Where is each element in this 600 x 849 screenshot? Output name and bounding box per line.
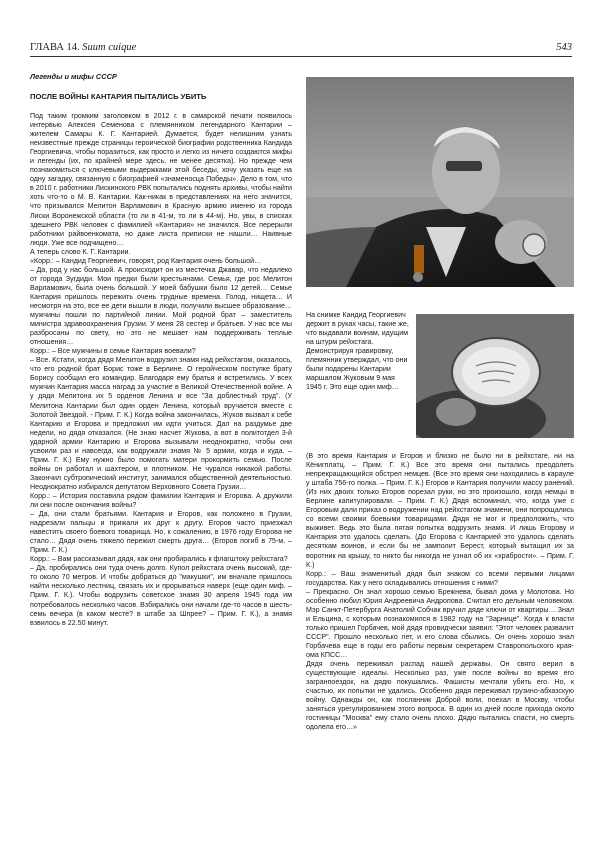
paragraph: – Прекрасно. Он знал хорошо семью Брежнева, бывал дома у Молотова. Но особенно любил Юрия Андреевича Андропова. Считал его дельным человеком. Мэр Санкт-Петербурга Анатолий Собчак вручил дяде ключи от квартиры… Знал и Ельцина, с которым познакомился в 1982 году на "Зарнице". Когда к власти только пришел Горбачев, мой дядя провидчески заявил: "Этот человек развалит СССР". Прошло несколько лет, и его слова сбылись. Он очень хорошо знал Горбачева еще в годы его работы первым секретарем Ставропольского края-ома КПСС… <box>306 587 574 660</box>
paragraph: А теперь слово К. Г. Кантарии. <box>30 247 131 256</box>
photo-caption: На снимке Кандид Георгиевич держит в руках часы, такие же, что выдавали воинам, идущим на штурм рейхстага. Демонстрируя гравировку, племянник утверждал, что они были подарены Кантарии маршалом Жуковым 9 мая 1945 г. Это еще один миф… <box>306 311 409 392</box>
chapter-label: ГЛАВА 14. <box>30 42 80 53</box>
chapter-title: Suum cuique <box>82 42 137 53</box>
paragraph: – Да, пробирались они туда очень долго. Купол рейхстага очень высокий, где-то около 70 метров. И чтобы добраться до "макушки", им вначале пришлось найти несколько лестниц, связать их и прорываться наверх (еще один миф. – Прим. Г. К.). Чтобы водрузить советское знамя 30 апреля 1945 года им потребовалось несколько часов. Взбирались они начали где-то часов в шесть-семь вечера (в каком месте? в штабе за Шпрее? – Прим. Г. К.), а знамя взвилось в 22.50 минут. <box>30 564 292 627</box>
watch-photo <box>416 314 574 438</box>
paragraph: Дядя очень переживал распад нашей державы. Он свято верил в существующие идеалы. Несколько раз, уже после войны во время его загранпоездок, на дядю покушались. Фашисты мечтали убить его. Но, к счастью, их попытки не удались. Особенно дядя переживал грузино-абхазскую войну. Однажды он, как посланник Доброй воли, поехал в Москву, чтобы заняться урегулированием этого вопроса. В один из дней после прихода около гостиницы "Москва" ему стало очень плохо. Дядю пытались спасти, но смерть одолела его…» <box>306 660 574 732</box>
photo-man-with-watch <box>306 77 574 287</box>
paragraph: – Да, род у нас большой. А происходит он из местечка Джавар, что недалеко от города Зугдиди. Мои предки были крестьянами. Семья, где рос Мелитон Варламович, была очень большой. У моей бабушки было 12 детей… Семье Кантария пришлось пережить очень трудные времена. Голод, нищета… И несмотря на это, все ее дети вышли в люди, получили высшее образование… мужчины пошли по партийной линии. Мой родной брат – заместитель министра здравоохранения Грузии. У меня 28 сестер и братьев. У нас все мы разбросаны по свету, но это не мешает нам поддерживать теплые отношения… <box>30 265 292 347</box>
paragraph: (В это время Кантария и Егоров и близко не было ни в рейхстаге, ни на Кёнигплатц. – Прим. Г. К.) Все это время они пытались преодолеть непрекращающийся обстрел немцев. (Все это время они находились в караулe у штаба 756-го полка. – Прим. Г. К.) Егоров и Кантария получили массу ранений. (Из них двоих только Егоров порезал руки, но это произошло, когда немцы в Берлине капитулировали. – Прим. Г. К.) Дядя вспоминал, что, когда уже с Егоровым дали приказ о водружении над рейхстагом знамени, они попрощались со всеми своими боевыми товарищами. Дядя не мог и предположить, что выживет. Ведь это была пятая попытка водрузить знамя. И лишь Егорову и Кантария это удалось сделать. (До Егорова с Кантарией это удалось сделать десяткам воинов, и если бы не замполит Берест, который вытащил их за воротник на крышу, то никто бы никогда не узнал об их «храбрости». – Прим. Г. К.) <box>306 452 574 569</box>
paragraph: Корр.: – История поставила рядом фамилии Кантария и Егорова. А дружили ли они после окончания войны? <box>30 491 292 510</box>
paragraph: Корр.: – Ваш знаменитый дядя был знаком со всеми первыми лицами государства. Как у него складывались отношения с ними? <box>306 569 574 587</box>
paragraph: «Корр.: – Кандид Георгиевич, говорят, род Кантария очень большой… <box>30 256 262 265</box>
paragraph: Корр.: – Все мужчины в семье Кантария воевали? <box>30 347 196 356</box>
article-headline: ПОСЛЕ ВОЙНЫ КАНТАРИЯ ПЫТАЛИСЬ УБИТЬ <box>30 92 207 101</box>
paragraph: – Да, они стали братьями. Кантария и Егоров, как положено в Грузии, надрезали пальцы и прижали их друг к другу. Егоров часто приезжал навестить своего боевого товарища. Но, к сожалению, в 1976 году Егорова не стало… Дядя очень тяжело пережил смерть друга… (Егоров погиб в 75-м. – Прим. Г. К.) <box>30 510 292 555</box>
page-header <box>30 42 572 57</box>
photo-watch-closeup <box>416 314 574 438</box>
right-column <box>306 452 574 832</box>
paragraph: – Все. Кстати, когда дядя Мелитон водрузил знамя над рейхстагом, оказалось, что его родной брат Борис тоже в Берлине. О геройческом поступке брату Борису сообщил его командир. Благодаря ему братья и встретились. У всех мужчин Кантария масса наград за участие в Великой Отечественной войне. А у дяди Мелитона их 5 орденов Ленина и все "За доблестный труд". (У Мелитона Кантарии был один орден Ленина, который вручается вместе с Золотой Звездой. - Прим. Г. К.) Когда война закончилась, Жуков вызвал к себе Кантарию и Егорова и предложил им идти учиться. Дал на раздумье две недели, но дядя отказался. (Не знаю насчет Жукова, а вот в политотдел 3-й ударной армии Кантарию и Егорова вызывали неоднократно, чтобы они усвоили раз и навсегда, как водружали знамя № 5 армии, когда и куда. – Прим. Г. К.) Ему нужно было помогать матери прокормить семью. После войны он работал и шахтером, и плотником. Не чурался никакой работы. Закончил субтропический институт, занимался общественной деятельностью. Неоднократно избирался депутатом Верховного Совета Грузии… <box>30 356 292 491</box>
paragraph: Корр.: – Вам рассказывал дядя, как они пробирались к флагштоку рейхстага? <box>30 555 288 564</box>
left-column <box>30 112 292 832</box>
page-number: 543 <box>556 42 572 53</box>
portrait-photo <box>306 77 574 287</box>
paragraph: Под таким громким заголовком в 2012 г. в самарской печати появилось интервью Алексея Семенова с племянником легендарного Кантарии – жителем Самары К. Г. Кантарией. Думается, будет нелишним узнать неизвестные прежде страницы героической биографии родственника Кандида Георгиевича, чтобы поразиться, как просто и легко из ничего создаются мифы и легенды (их, по крайней мере здесь, не менее десятка). Но прежде чем познакомиться с ключевыми выдержками этой беседы, хочу указать еще на одну загадку, связанную с биографией «знаменосца Победы». Дело в том, что в 2010 г. работники Лискинского РВК попытались поднять архивы, чтобы найти хоть что-то о М. В. Кантарии. Как-никак в представлениях на него значится, что призывался Мелитон Варламович в Красную армию именно из города Лиски Воронежской области (то ли в 41-м, то ли в 44-м). Но, увы, в списках здешнего РВК человек с фамилией «Кантария» не значился. Все перерыли работники райвоенкомата, но даже листа приписки не нашли… Наивные люди. Уже все подчищено… <box>30 112 292 247</box>
chapter-heading <box>30 42 136 53</box>
section-title: Легенды и мифы СССР <box>30 72 117 81</box>
